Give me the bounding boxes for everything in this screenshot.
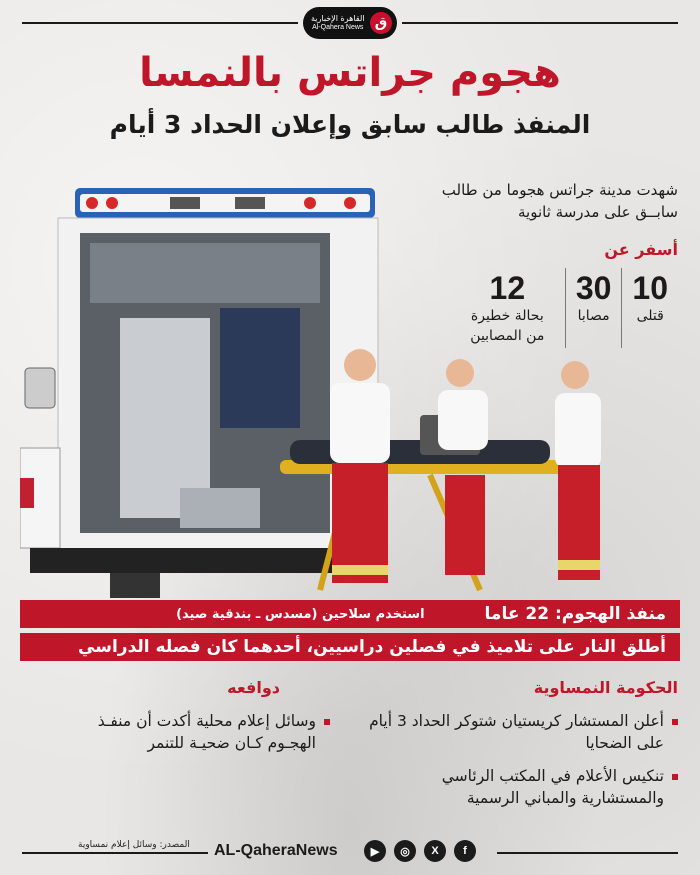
stat-critical	[450, 268, 566, 348]
stat-label: مصابا	[577, 308, 610, 324]
list-item: وسائل إعلام محلية أكدت أن منفـذ الهجـوم كـان ضحيـة للتنمر	[70, 710, 330, 755]
brand-name: AL-QaheraNews	[214, 842, 338, 859]
stat-label: بحالة خطيرة من المصابين	[470, 308, 545, 344]
government-list	[368, 710, 678, 820]
weapons-used: استخدم سلاحين (مسدس ـ بندقية صيد)	[176, 606, 425, 622]
motives-list	[70, 710, 330, 765]
channel-logo	[303, 7, 397, 39]
result-label: أسفر عن	[604, 240, 678, 259]
facebook-icon[interactable]: f	[454, 840, 476, 862]
list-item: تنكيس الأعلام في المكتب الرئاسي والمستشارية والمباني الرسمية	[368, 765, 678, 810]
source-note: المصدر: وسائل إعلام نمساوية	[78, 840, 190, 850]
social-icons	[364, 840, 476, 862]
government-section-title: الحكومة النمساوية	[533, 678, 678, 697]
youtube-icon[interactable]: ▶	[364, 840, 386, 862]
header-divider-right	[402, 22, 678, 24]
page-title: هجوم جراتس بالنمسا	[139, 50, 561, 96]
intro-text: شهدت مدينة جراتس هجوما من طالب سابــق على مدرسة ثانوية	[441, 181, 678, 221]
stats-row	[450, 268, 678, 348]
logo-mark-icon: ق	[370, 12, 392, 34]
footer-divider-right	[497, 852, 678, 854]
shooting-detail-bar: أطلق النار على تلاميذ في فصلين دراسيين، أحدهما كان فصله الدراسي	[20, 633, 680, 661]
header-divider-left	[22, 22, 298, 24]
stat-value: 12	[489, 270, 526, 306]
x-icon[interactable]: X	[424, 840, 446, 862]
attacker-age: منفذ الهجوم: 22 عاما	[484, 604, 666, 624]
page-subtitle: المنفذ طالب سابق وإعلان الحداد 3 أيام	[109, 110, 591, 139]
attacker-info-bar	[20, 600, 680, 628]
logo-english-text: Al-Qahera News	[312, 23, 364, 31]
stat-injured	[566, 268, 623, 348]
stat-killed	[622, 268, 678, 348]
motives-section-title: دوافعه	[227, 678, 280, 697]
stat-value: 30	[575, 270, 612, 306]
stat-label: قتلى	[636, 308, 664, 324]
list-item: أعلن المستشار كريستيان شتوكر الحداد 3 أيام على الضحايا	[368, 710, 678, 755]
footer-divider-left	[22, 852, 208, 854]
paramedics-illustration	[260, 345, 630, 610]
logo-arabic-text: القاهرة الإخبارية	[311, 14, 365, 24]
stat-value: 10	[632, 270, 668, 306]
instagram-icon[interactable]: ◎	[394, 840, 416, 862]
